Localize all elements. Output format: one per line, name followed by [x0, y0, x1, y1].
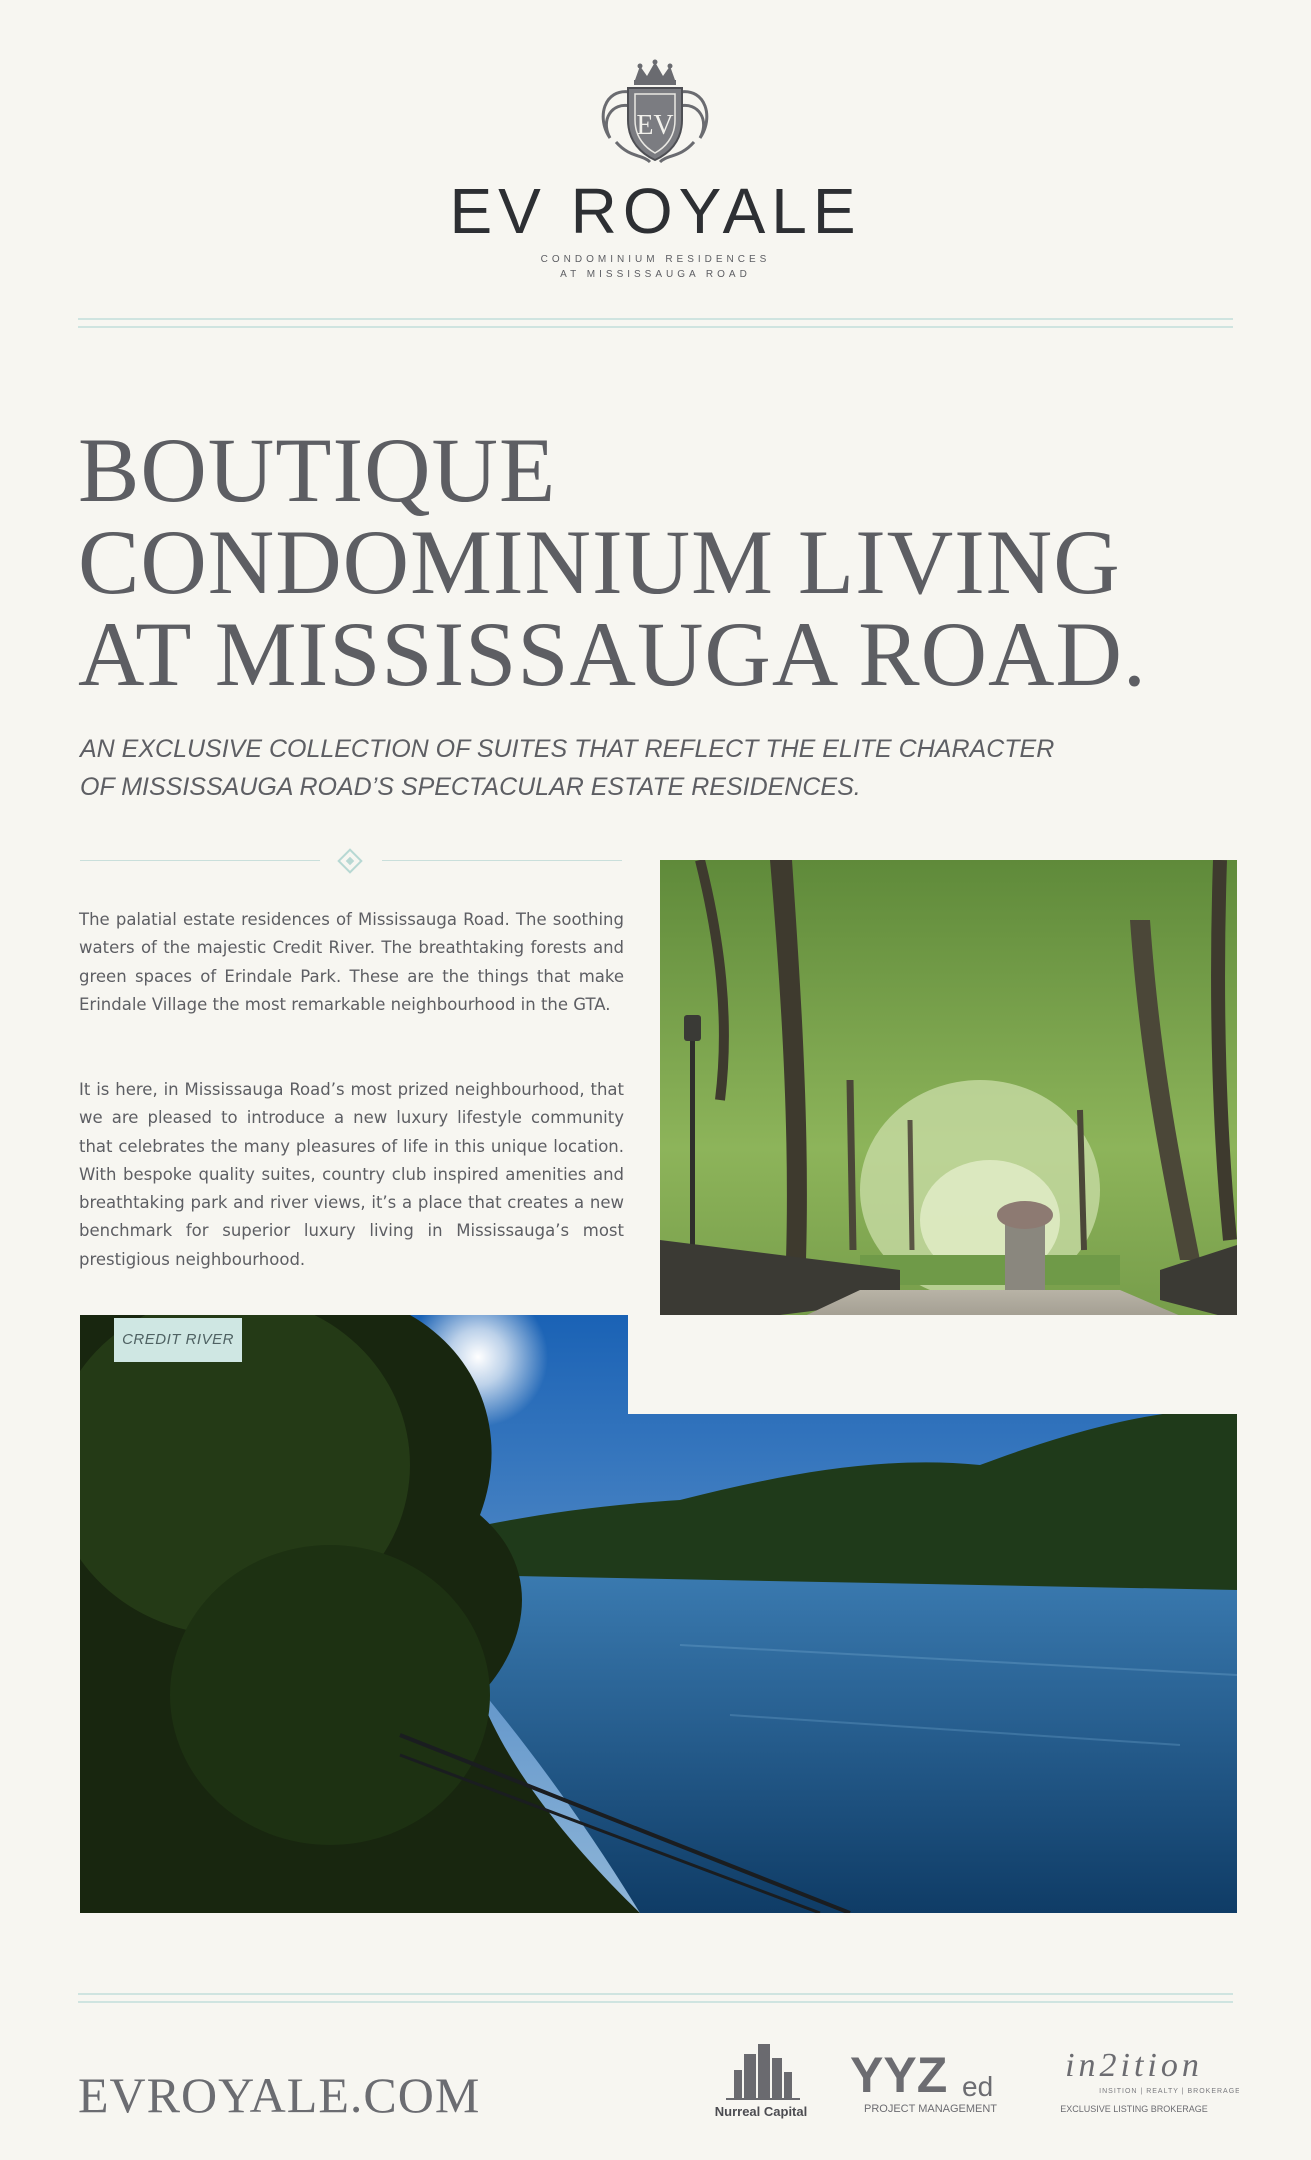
credit-river-photo — [80, 1315, 1237, 1913]
svg-text:EXCLUSIVE LISTING BROKERAGE: EXCLUSIVE LISTING BROKERAGE — [1060, 2104, 1208, 2114]
description-paragraph: It is here, in Mississauga Road’s most prized neighbourhood, that we are pleased to introduce a new luxury lifestyle community that celebrates the many pleasures of life in this unique location. With bespoke quality suites, country club inspired amenities and breathtaking park and river views, it’s a place that creates a new benchmark for superior luxury living in Mississauga’s most prestigious neighbourhood. — [79, 1080, 624, 1269]
header-divider-bottom — [78, 326, 1233, 328]
brand-tagline-line1: CONDOMINIUM RESIDENCES — [540, 254, 771, 265]
svg-text:ed: ed — [962, 2071, 994, 2102]
section-divider-right — [382, 860, 622, 861]
svg-text:INSITION | REALTY | BROKERAGE: INSITION | REALTY | BROKERAGE — [1099, 2088, 1239, 2095]
svg-text:EV: EV — [636, 110, 674, 141]
svg-text:YYZ: YYZ — [850, 2048, 948, 2103]
section-divider-left — [80, 860, 320, 861]
header-divider-top — [78, 318, 1233, 320]
brand-tagline-line2: AT MISSISSAUGA ROAD — [560, 269, 751, 280]
park-promenade-photo — [660, 860, 1237, 1384]
yyzed-logo — [850, 2048, 1005, 2118]
subheading-line: AN EXCLUSIVE COLLECTION OF SUITES THAT REFLECT THE ELITE CHARACTER — [80, 735, 1055, 763]
svg-text:Nurreal Capital: Nurreal Capital — [714, 2104, 808, 2119]
svg-text:in2ition: in2ition — [1065, 2050, 1203, 2084]
photo-caption-tag: CREDIT RIVER — [114, 1318, 242, 1362]
headline-line: AT MISSISSAUGA ROAD. — [78, 603, 1147, 705]
subheading — [80, 730, 1180, 806]
diamond-ornament-icon — [337, 848, 363, 874]
headline-line: BOUTIQUE — [78, 419, 557, 521]
brand-name: EV ROYALE — [449, 175, 862, 247]
svg-text:PROJECT MANAGEMENT: PROJECT MANAGEMENT — [864, 2103, 998, 2115]
intro-paragraph: The palatial estate residences of Mississauga Road. The soothing waters of the majestic Credit River. The breathtaking forests and green spaces of Erindale Park. These are the things that make Erindale Village the most remarkable neighbourhood in the GTA. — [79, 910, 624, 1014]
website-link[interactable]: EVROYALE.COM — [78, 2067, 481, 2123]
subheading-line: OF MISSISSAUGA ROAD’S SPECTACULAR ESTATE RESIDENCES. — [80, 773, 861, 801]
page-headline — [78, 419, 1198, 705]
nurreal-capital-logo — [706, 2036, 816, 2120]
indition-brokerage-logo — [1034, 2050, 1239, 2120]
crest-logo-icon — [590, 58, 720, 170]
footer-divider-bottom — [78, 2001, 1233, 2003]
footer-divider-top — [78, 1993, 1233, 1995]
headline-line: CONDOMINIUM LIVING — [78, 511, 1121, 613]
